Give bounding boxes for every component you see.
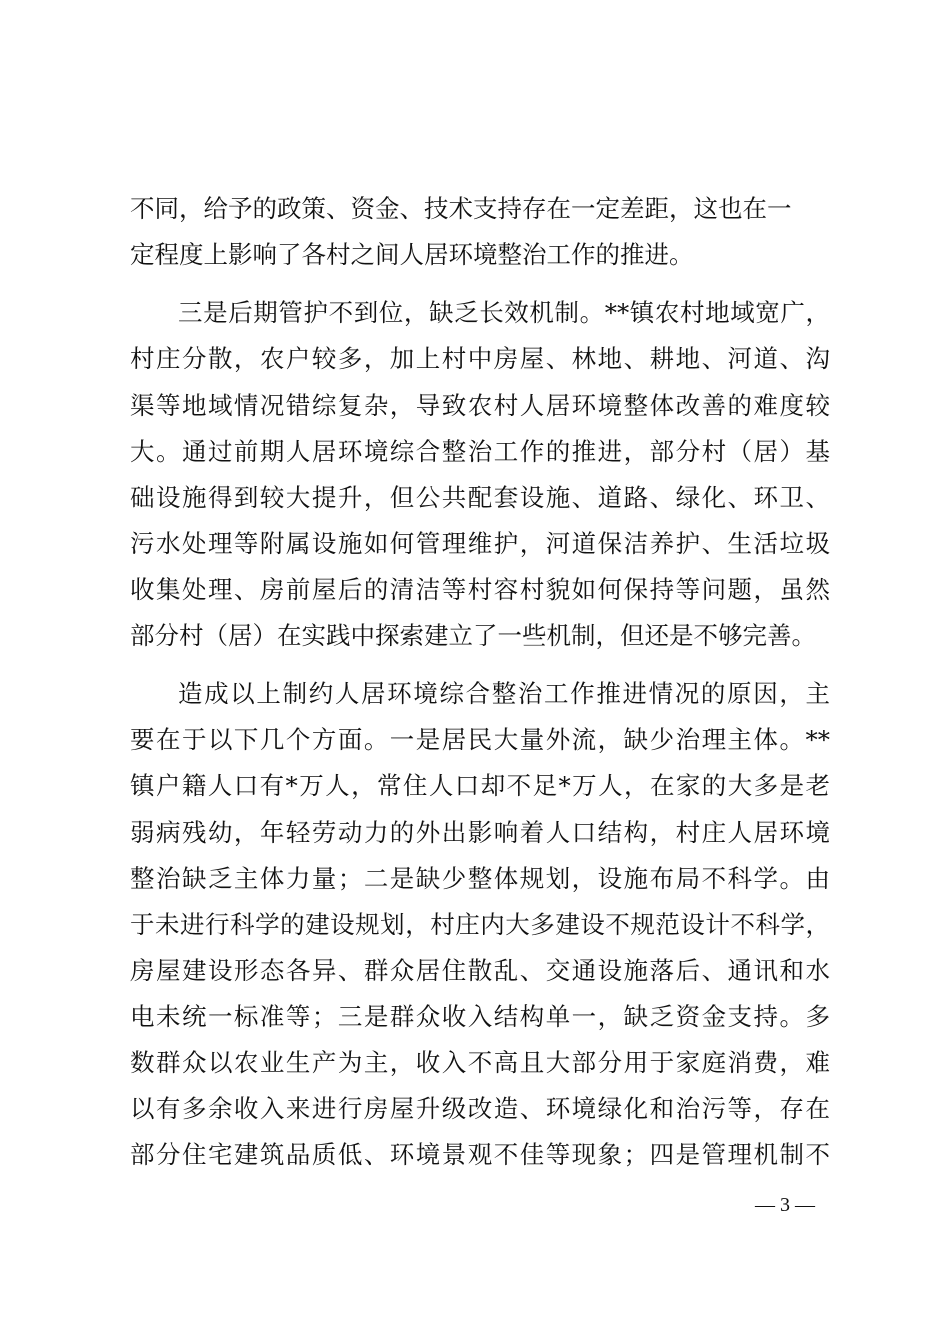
- text-line: 造成以上制约人居环境综合整治工作推进情况的原因，主: [178, 679, 830, 708]
- text-line: 整治缺乏主体力量；二是缺少整体规划，设施布局不科学。由: [130, 864, 830, 893]
- text-line: 定程度上影响了各村之间人居环境整治工作的推进。: [130, 240, 694, 269]
- text-line: 数群众以农业生产为主，收入不高且大部分用于家庭消费，难: [130, 1048, 830, 1077]
- text-line: 村庄分散，农户较多，加上村中房屋、林地、耕地、河道、沟: [130, 344, 830, 373]
- text-line: 收集处理、房前屋后的清洁等村容村貌如何保持等问题，虽然: [130, 575, 830, 604]
- text-line: 础设施得到较大提升，但公共配套设施、道路、绿化、环卫、: [130, 483, 830, 512]
- text-line: 要在于以下几个方面。一是居民大量外流，缺少治理主体。**: [130, 725, 830, 754]
- text-line: 电未统一标准等；三是群众收入结构单一，缺乏资金支持。多: [130, 1002, 830, 1031]
- text-line: 大。通过前期人居环境综合整治工作的推进，部分村（居）基: [130, 437, 830, 466]
- text-line: 不同，给予的政策、资金、技术支持存在一定差距，这也在一: [130, 194, 792, 223]
- page-number: — 3 —: [755, 1194, 815, 1216]
- text-line: 于未进行科学的建设规划，村庄内大多建设不规范设计不科学，: [130, 910, 830, 939]
- text-line: 以有多余收入来进行房屋升级改造、环境绿化和治污等，存在: [130, 1094, 830, 1123]
- text-line: 镇户籍人口有*万人，常住人口却不足*万人，在家的大多是老: [130, 771, 830, 800]
- text-line: 弱病残幼，年轻劳动力的外出影响着人口结构，村庄人居环境: [130, 818, 830, 847]
- text-line: 污水处理等附属设施如何管理维护，河道保洁养护、生活垃圾: [130, 529, 830, 558]
- text-line: 部分住宅建筑品质低、环境景观不佳等现象；四是管理机制不: [130, 1140, 830, 1169]
- text-line: 房屋建设形态各异、群众居住散乱、交通设施落后、通讯和水: [130, 956, 830, 985]
- text-line: 部分村（居）在实践中探索建立了一些机制，但还是不够完善。: [130, 621, 816, 650]
- text-line: 三是后期管护不到位，缺乏长效机制。**镇农村地域宽广，: [178, 298, 830, 327]
- text-line: 渠等地域情况错综复杂，导致农村人居环境整体改善的难度较: [130, 391, 830, 420]
